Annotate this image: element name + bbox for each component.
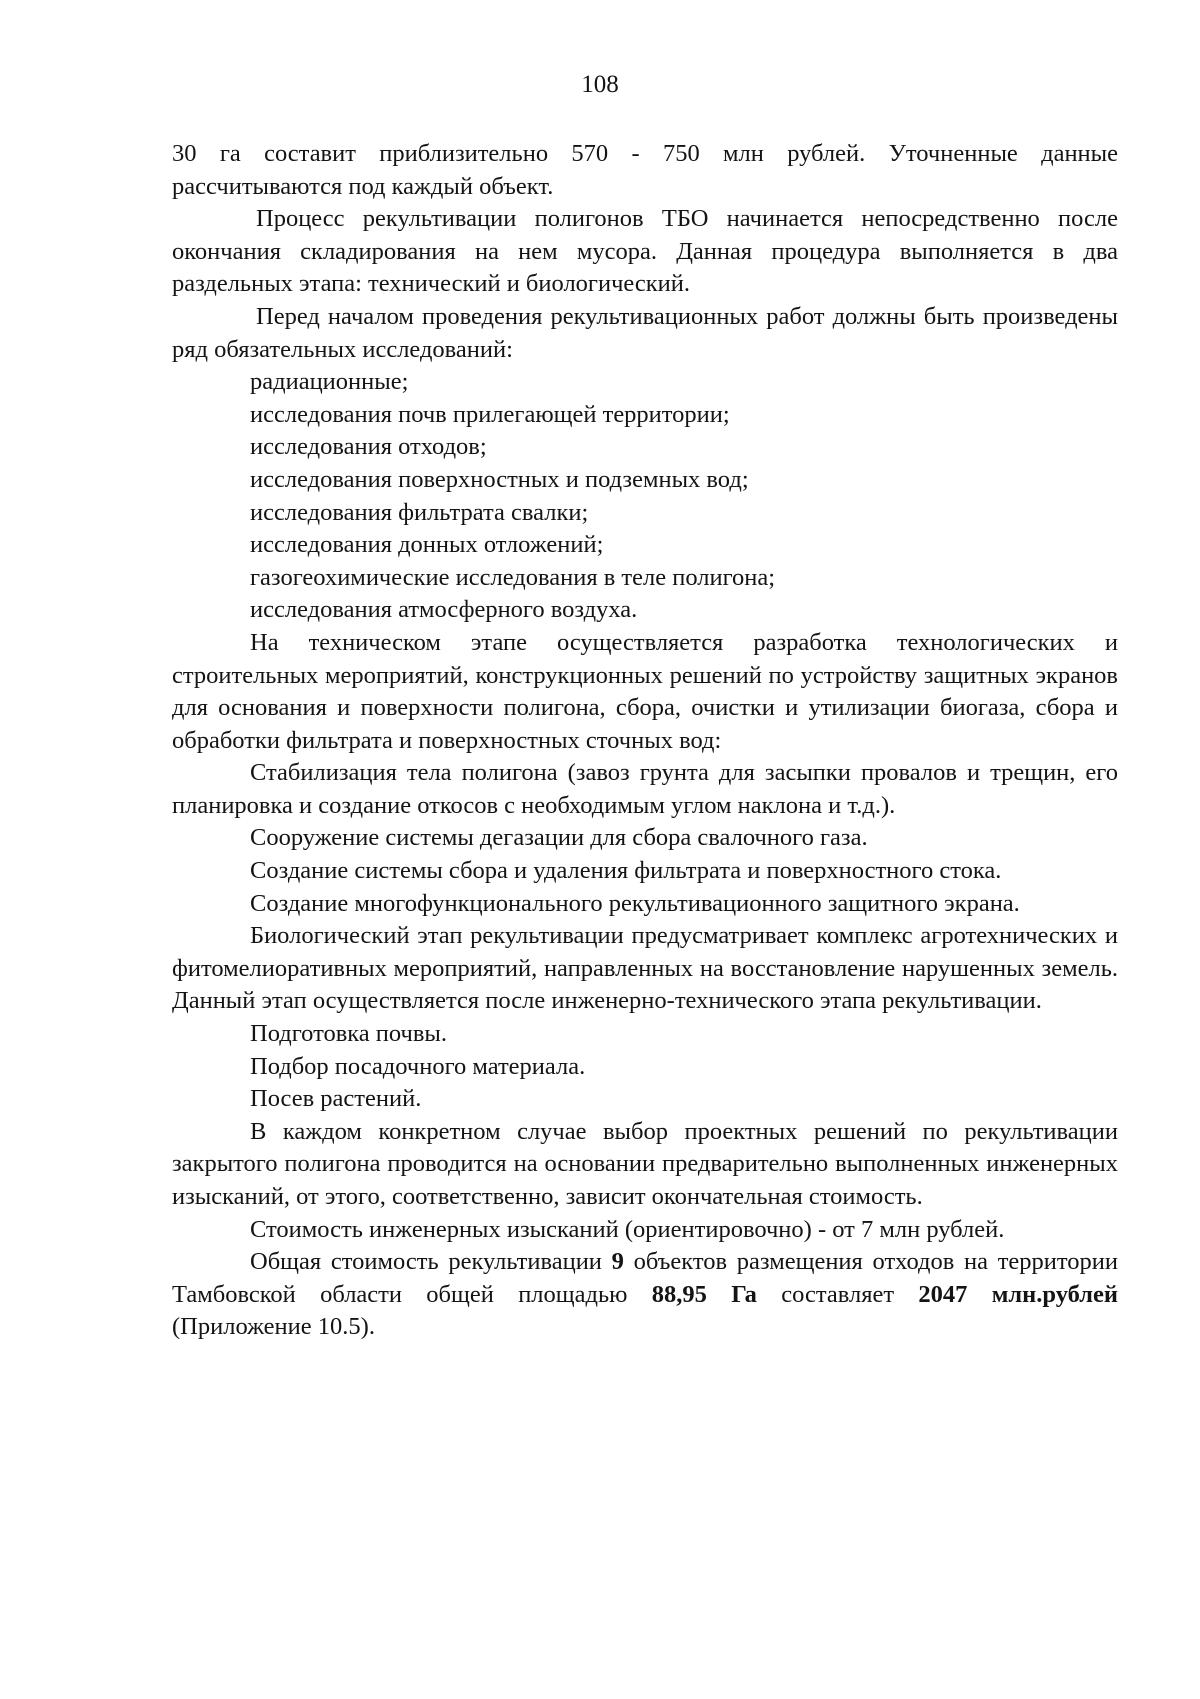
paragraph: Подготовка почвы. (250, 1020, 448, 1048)
paragraph: Посев растений. (250, 1085, 422, 1113)
appendix-reference: (Приложение 10.5). (172, 1313, 375, 1341)
list-item: исследования атмосферного воздуха. (250, 596, 638, 624)
summary-text: объектов размещения отходов на территории Тамбовской области общей площадью (172, 1248, 1119, 1308)
summary-paragraph (172, 1246, 1118, 1344)
paragraph: Создание многофункционального рекультивационного защитного экрана. (250, 889, 1020, 917)
list-item: исследования поверхностных и подземных вод; (250, 465, 749, 493)
research-list (172, 366, 1118, 627)
list-item: исследования почв прилегающей территории; (250, 400, 730, 428)
list-item: исследования донных отложений; (250, 531, 604, 559)
total-area: 88,95 Га (651, 1280, 757, 1308)
summary-text: составляет (756, 1280, 919, 1308)
paragraph: 30 га составит приблизительно 570 - 750 млн рублей. Уточненные данные рассчитываются под каждый объект. (172, 140, 1118, 200)
paragraph: Стоимость инженерных изысканий (ориентировочно) - от 7 млн рублей. (250, 1215, 1005, 1243)
paragraph: Подбор посадочного материала. (250, 1052, 586, 1080)
paragraph: Сооружение системы дегазации для сбора свалочного газа. (250, 824, 868, 852)
list-item: газогеохимические исследования в теле полигона; (250, 563, 776, 591)
total-cost: 2047 млн.рублей (918, 1280, 1119, 1308)
object-count: 9 (611, 1248, 624, 1276)
paragraph: На техническом этапе осуществляется разработка технологических и строительных мероприятий, конструкционных решений по устройству защитных экранов для основания и поверхности полигона, сбора, очистки и утилизации биогаза, сбора и обработки фильтрата и поверхностных сточных вод: (172, 628, 1118, 754)
paragraph: Создание системы сбора и удаления фильтрата и поверхностного стока. (250, 857, 1002, 885)
summary-text: Общая стоимость рекультивации (250, 1248, 612, 1276)
paragraph: Биологический этап рекультивации предусматривает комплекс агротехнических и фитомелиоративных мероприятий, направленных на восстановление нарушенных земель. Данный этап осуществляется после инженерно-технического этапа рекультивации. (172, 922, 1118, 1015)
list-item: исследования фильтрата свалки; (250, 498, 589, 526)
paragraph: Перед началом проведения рекультивационных работ должны быть произведены ряд обязательных исследований: (172, 302, 1118, 363)
page-number: 108 (581, 71, 619, 98)
paragraph: Процесс рекультивации полигонов ТБО начинается непосредственно после окончания складирования на нем мусора. Данная процедура выполняется в два раздельных этапа: технический и биологический. (172, 205, 1118, 298)
list-item: радиационные; (250, 368, 409, 396)
list-item: исследования отходов; (250, 433, 487, 461)
paragraph: Стабилизация тела полигона (завоз грунта для засыпки провалов и трещин, его планировка и создание откосов с необходимым углом наклона и т.д.). (172, 759, 1118, 819)
paragraph: В каждом конкретном случае выбор проектных решений по рекультивации закрытого полигона проводится на основании предварительно выполненных инженерных изысканий, от этого, соответственно, зависит окончательная стоимость. (172, 1117, 1118, 1210)
document-body (172, 138, 1118, 1344)
